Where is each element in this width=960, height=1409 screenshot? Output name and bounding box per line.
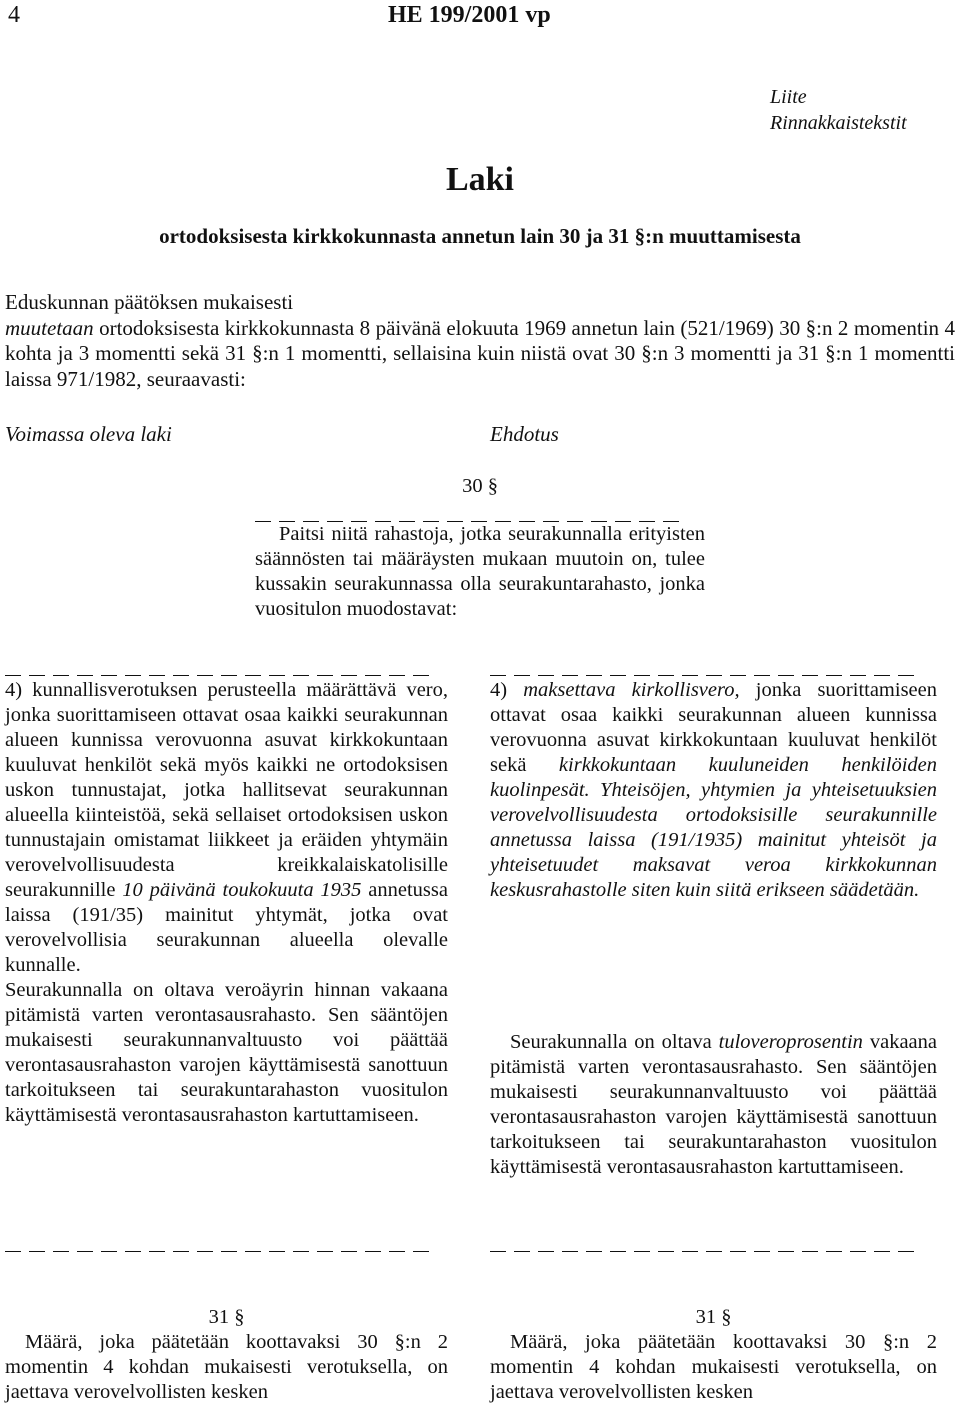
proposal-column	[490, 678, 937, 903]
separator-dashes	[255, 508, 687, 510]
document-id: HE 199/2001 vp	[388, 2, 551, 28]
proposal-paragraph3: Seurakunnalla on oltava tuloveroprosentin vakaana pitämistä varten verontasausrahasto. Sen sääntöjen mukaisesti seurakunnanvaltuusto voi päättää verontasausrahaston varojen käyttämisestä sanottuun tarkoitukseen tai seurakuntarahaston vuositulon käyttämisestä verontasausrahaston kartuttamiseen.	[490, 1031, 937, 1178]
current-item4: 4) kunnallisverotuksen perusteella määrättävä vero, jonka suorittamiseen ottavat osaa kaikki seurakunnan alueen kunnissa verovuonna asuvat kirkkokuntaan kuuluvat henkilöt sekä myös kaikki ne ortodoksisen uskon tunnustajat, jotka hallitsevat seurakunnan alueella kiinteistöä, sekä sellaiset ortodoksisen uskon tunnustajain omistamat liikkeet ja eräiden yhtymäin verovelvollisuudesta kreikkalaiskatolisille seurakunnille 10 päivänä toukokuuta 1935 annetussa laissa (191/35) mainitut yhtymät, jotka ovat verovelvollisia seurakunnan alueella olevalle kunnalle.	[5, 679, 448, 976]
appendix-line2: Rinnakkaistekstit	[770, 112, 907, 134]
intro-rest: ortodoksisesta kirkkokunnasta 8 päivänä elokuuta 1969 annetun lain (521/1969) 30 §:n 2 momentin 4 kohta ja 3 momentti sekä 31 §:n 1 momentti, sellaisina kuin niistä ovat 30 §:n 3 momentti ja 31 §:n 1 momentti laissa 971/1982, seuraavasti:	[5, 315, 955, 391]
current-section31	[5, 1305, 448, 1405]
current-law-column	[5, 678, 448, 1128]
appendix-line1: Liite	[770, 86, 807, 108]
proposal-section31-text: Määrä, joka päätetään koottavaksi 30 §:n 2 momentin 4 kohdan mukaisesti verotuksella, on jaettava verovelvollisten kesken	[490, 1331, 937, 1403]
column-title-current: Voimassa oleva laki	[5, 422, 172, 446]
intro-paragraph	[5, 290, 955, 392]
separator-dashes-left-2	[5, 1238, 437, 1240]
proposal-item4: 4) maksettava kirkollisvero, jonka suorittamiseen ottavat osaa kaikki seurakunnan alueen kunnissa verovuonna asuvat kirkkokuntaan kuuluvat henkilöt sekä kirkkokuntaan kuuluneiden henkilöiden kuolinpesät. Yhteisöjen, yhtymien ja yhteisetuuksien verovelvollisuudesta ortodoksisille seurakunnille annetussa laissa (191/1935) mainitut yhteisöt ja yhteisetuudet maksavat veroa kirkkokunnan keskusrahastolle siten kuin siitä erikseen säädetään.	[490, 679, 937, 901]
proposal-section31	[490, 1305, 937, 1405]
section30-heading: 30 §	[462, 475, 498, 497]
appendix-label	[770, 84, 907, 136]
separator-dashes-right-2	[490, 1238, 922, 1240]
intro-body	[5, 316, 955, 393]
column-title-proposal: Ehdotus	[490, 422, 559, 446]
section30-shared-paragraph: Paitsi niitä rahastoja, jotka seurakunnalla erityisten säännösten tai määräysten mukaan muutoin on, tulee kussakin seurakunnassa olla seurakuntarahasto, jonka vuositulon muodostavat:	[255, 523, 705, 620]
current-paragraph3: Seurakunnalla on oltava veroäyrin hinnan vakaana pitämistä varten verontasausrahasto. Sen sääntöjen mukaisesti seurakunnanvaltuusto voi päättää verontasausrahaston varojen käyttämisestä sanottuun tarkoitukseen tai seurakuntarahaston vuositulon käyttämisestä verontasausrahaston kartuttamiseen.	[5, 979, 448, 1126]
law-subtitle: ortodoksisesta kirkkokunnasta annetun lain 30 ja 31 §:n muuttamisesta	[159, 224, 801, 248]
separator-dashes-right	[490, 662, 922, 664]
separator-dashes-left	[5, 662, 437, 664]
current-section31-text: Määrä, joka päätetään koottavaksi 30 §:n 2 momentin 4 kohdan mukaisesti verotuksella, on jaettava verovelvollisten kesken	[5, 1331, 448, 1403]
proposal-section31-heading: 31 §	[695, 1306, 732, 1328]
page-number: 4	[8, 2, 20, 28]
intro-line1: Eduskunnan päätöksen mukaisesti	[5, 290, 294, 314]
law-title: Laki	[445, 161, 515, 198]
intro-keyword: muutetaan	[5, 315, 94, 340]
current-section31-heading: 31 §	[208, 1306, 245, 1328]
